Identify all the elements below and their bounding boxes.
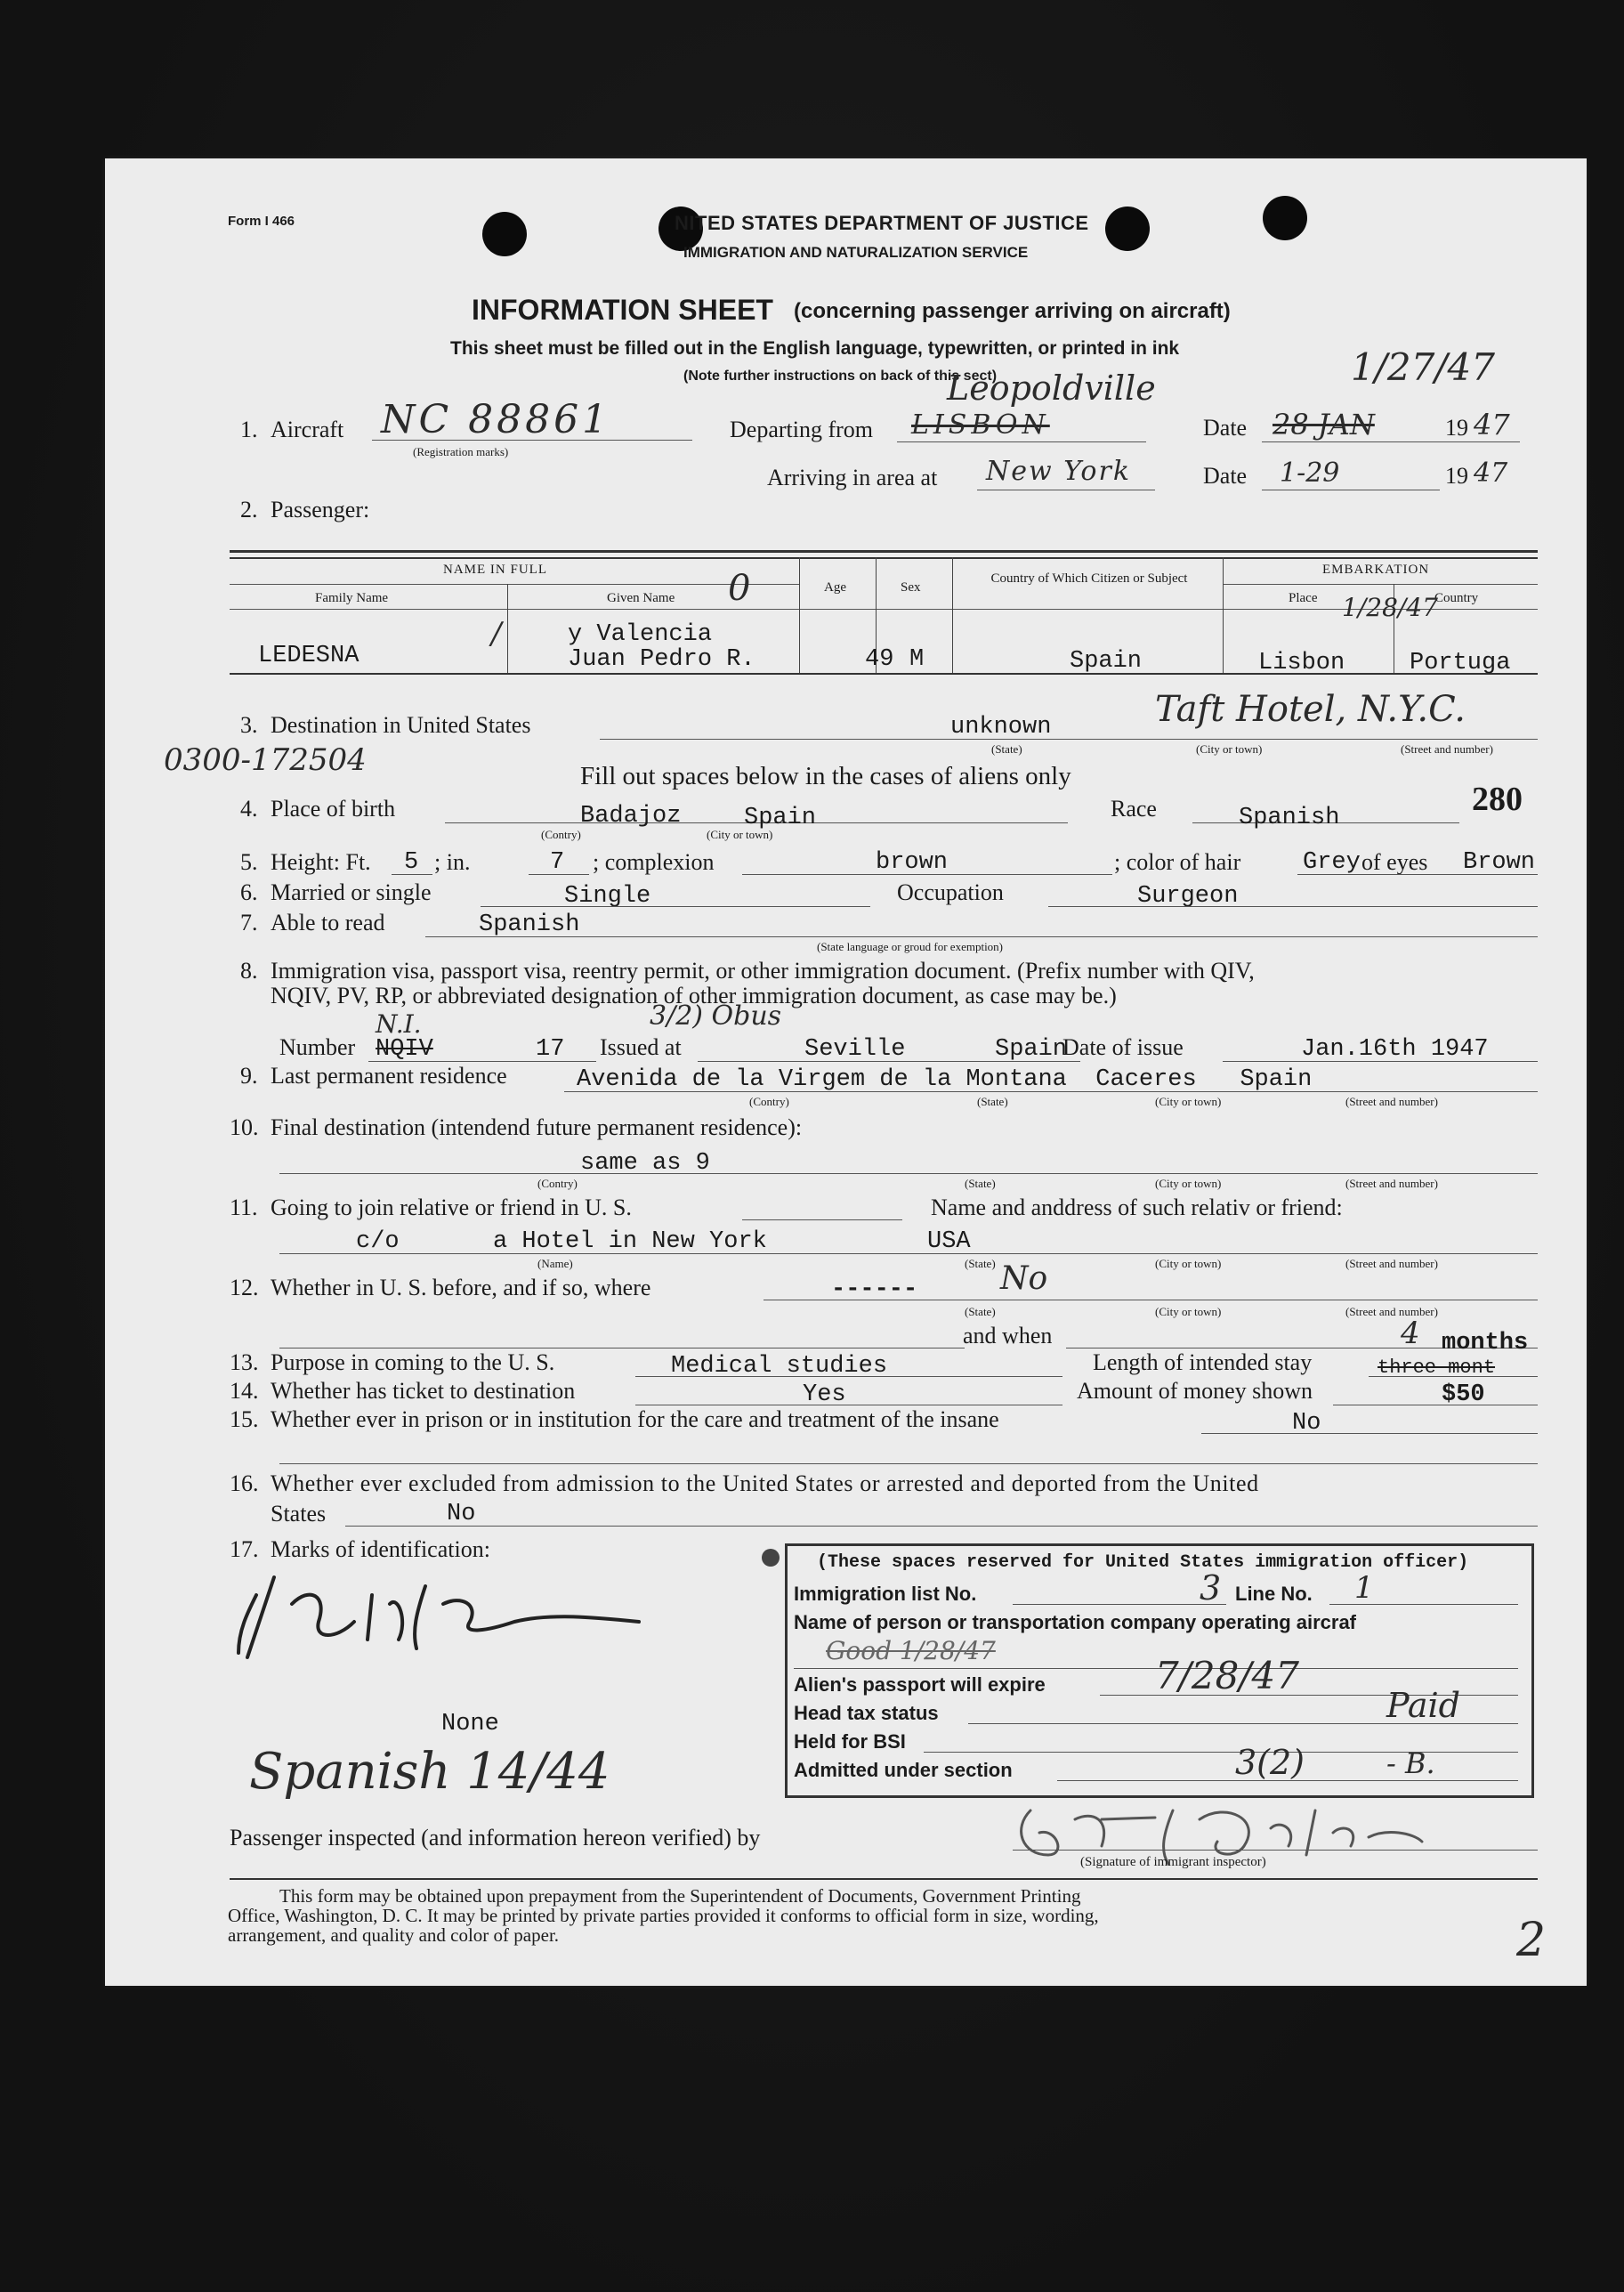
previous-visit-annotation: No bbox=[1000, 1260, 1048, 1297]
cell-mark: 0 bbox=[728, 568, 751, 609]
destination-value: unknown bbox=[950, 714, 1052, 741]
stay-value: months bbox=[1442, 1330, 1529, 1357]
eyes-label: of eyes bbox=[1361, 849, 1428, 875]
stay-label: Length of intended stay bbox=[1093, 1349, 1313, 1375]
hair-label: ; color of hair bbox=[1114, 849, 1241, 875]
date-year-prefix: 19 bbox=[1445, 415, 1468, 441]
excluded-underline bbox=[345, 1526, 1538, 1527]
race-label: Race bbox=[1111, 796, 1157, 822]
headtax-label: Head tax status bbox=[794, 1702, 939, 1724]
previous-caption-city: (City or town) bbox=[1155, 1305, 1222, 1318]
aliens-note: Fill out spaces below in the cases of aliens only bbox=[580, 762, 1071, 790]
residence-caption-city: (City or town) bbox=[1155, 1095, 1222, 1108]
join-label: Going to join relative or friend in U. S. bbox=[271, 1195, 632, 1220]
cell-given-name-2: Juan Pedro R. bbox=[568, 646, 755, 673]
form-number: Form I 466 bbox=[228, 214, 295, 229]
line-value: 1 bbox=[1354, 1570, 1374, 1606]
destination-caption-city: (City or town) bbox=[1196, 742, 1263, 756]
marital-underline bbox=[481, 906, 870, 907]
purpose-label: Purpose in coming to the U. S. bbox=[271, 1349, 555, 1375]
join-name-label: Name and anddress of such relativ or friend: bbox=[931, 1195, 1343, 1220]
read-value: Spanish bbox=[479, 911, 580, 938]
issued-city: Seville bbox=[804, 1036, 906, 1063]
doc-number-label: Number bbox=[279, 1034, 356, 1060]
headtax-value: Paid bbox=[1386, 1686, 1460, 1725]
occupation-underline bbox=[1048, 906, 1538, 907]
prison-underline bbox=[1201, 1433, 1538, 1434]
money-label: Amount of money shown bbox=[1077, 1378, 1313, 1404]
th-embark-country: Country bbox=[1434, 591, 1479, 605]
cell-given-name-1: y Valencia bbox=[568, 621, 713, 648]
admitted-suffix: - B. bbox=[1386, 1746, 1435, 1780]
footer-line-2: Office, Washington, D. C. It may be printed by private parties provided it conforms to official form in size, wording, bbox=[228, 1905, 1099, 1926]
th-given-name: Given Name bbox=[607, 591, 675, 605]
join-value-underline bbox=[279, 1253, 1538, 1254]
issue-date-underline bbox=[1223, 1061, 1538, 1062]
item8-text-1: Immigration visa, passport visa, reentry permit, or other immigration document. (Prefix number with QIV, bbox=[271, 958, 1255, 984]
table-col-divider bbox=[799, 557, 800, 673]
arrival-year: 47 bbox=[1474, 458, 1508, 489]
race-code: 280 bbox=[1472, 781, 1523, 818]
doc-number-underline bbox=[368, 1061, 596, 1062]
date-label: Date bbox=[1203, 415, 1248, 441]
arrival-date-value: 1-29 bbox=[1280, 458, 1340, 489]
line-underline bbox=[1329, 1604, 1518, 1605]
read-underline bbox=[425, 936, 1538, 937]
table-embark-sub-rule bbox=[1223, 584, 1538, 585]
cell-age: 49 bbox=[865, 646, 894, 673]
departing-label: Departing from bbox=[730, 417, 874, 442]
ticket-label: Whether has ticket to destination bbox=[271, 1378, 576, 1404]
item11-number: 11. bbox=[230, 1195, 258, 1220]
birthplace-caption-city: (City or town) bbox=[707, 828, 773, 841]
cell-embark-place: Lisbon bbox=[1258, 650, 1345, 676]
passport-value: 7/28/47 bbox=[1155, 1654, 1299, 1697]
item13-number: 13. bbox=[230, 1349, 259, 1375]
date-year: 47 bbox=[1474, 408, 1510, 441]
join-underline bbox=[742, 1219, 902, 1220]
inspection-label: Passenger inspected (and information hereon verified) by bbox=[230, 1825, 761, 1851]
destination-label: Destination in United States bbox=[271, 712, 531, 738]
cell-family-name: LEDESNA bbox=[258, 643, 360, 669]
identification-annotation: Spanish 14/44 bbox=[249, 1743, 610, 1801]
identification-label: Marks of identification: bbox=[271, 1536, 490, 1562]
previous-visit-label: Whether in U. S. before, and if so, where bbox=[271, 1275, 651, 1300]
th-age: Age bbox=[824, 580, 846, 595]
identification-value: None bbox=[441, 1711, 499, 1737]
residence-caption-country: (Contry) bbox=[749, 1095, 789, 1108]
hair-underline bbox=[1297, 874, 1538, 875]
date-value: 28 JAN bbox=[1273, 408, 1375, 441]
punch-hole bbox=[482, 212, 527, 256]
issued-annotation: 3/2) Obus bbox=[650, 1000, 782, 1032]
join-caption-name: (Name) bbox=[537, 1257, 573, 1270]
date-annotation: 1/27/47 bbox=[1351, 345, 1495, 389]
destination-caption-street: (Street and number) bbox=[1401, 742, 1493, 756]
birthplace-city: Spain bbox=[744, 805, 817, 831]
cell-embark-country: Portuga bbox=[1410, 650, 1511, 676]
marital-label: Married or single bbox=[271, 879, 432, 905]
height-ft-label: Height: Ft. bbox=[271, 849, 371, 875]
arrival-date-label: Date bbox=[1203, 463, 1248, 489]
residence-underline bbox=[564, 1091, 1538, 1092]
table-col-divider bbox=[952, 557, 953, 673]
final-destination-underline bbox=[279, 1173, 1538, 1174]
excluded-label-2: States bbox=[271, 1501, 327, 1527]
page-mark: 2 bbox=[1516, 1914, 1547, 1967]
excluded-value: No bbox=[447, 1501, 476, 1527]
th-country: Country of Which Citizen or Subject bbox=[990, 571, 1188, 586]
sheet-title-sub: (concerning passenger arriving on aircraft) bbox=[794, 299, 1231, 323]
doc-number: 17 bbox=[536, 1036, 565, 1063]
aircraft-value: NC 88861 bbox=[381, 397, 611, 442]
sheet-title: INFORMATION SHEET bbox=[472, 294, 773, 326]
residence-value: Avenida de la Virgem de la Montana Caceres Spain bbox=[577, 1066, 1313, 1093]
th-family-name: Family Name bbox=[315, 591, 389, 605]
item4-number: 4. bbox=[240, 796, 258, 822]
cell-citizenship: Spain bbox=[1070, 648, 1143, 675]
passport-label: Alien's passport will expire bbox=[794, 1673, 1046, 1696]
marital-value: Single bbox=[564, 883, 651, 910]
final-caption-city: (City or town) bbox=[1155, 1177, 1222, 1190]
stay-underline bbox=[1369, 1376, 1538, 1377]
birthplace-label: Place of birth bbox=[271, 796, 396, 822]
operator-struck: Good 1/28/47 bbox=[826, 1636, 996, 1665]
excluded-label-1: Whether ever excluded from admission to the United States or arrested and deported from the United bbox=[271, 1470, 1259, 1496]
th-embarkation: EMBARKATION bbox=[1322, 563, 1430, 577]
aircraft-underline bbox=[372, 440, 692, 441]
form-sheet bbox=[105, 158, 1587, 1986]
footer-line-3: arrangement, and quality and color of paper. bbox=[228, 1924, 560, 1946]
and-when-label: and when bbox=[963, 1323, 1053, 1348]
th-place: Place bbox=[1289, 591, 1318, 605]
department-name: NITED STATES DEPARTMENT OF JUSTICE bbox=[675, 212, 1089, 234]
operator-label: Name of person or transportation company operating aircraf bbox=[794, 1611, 1357, 1633]
final-caption-country: (Contry) bbox=[537, 1177, 578, 1190]
birthplace-caption-country: (Contry) bbox=[541, 828, 581, 841]
item15-number: 15. bbox=[230, 1406, 259, 1432]
prison-value: No bbox=[1292, 1410, 1321, 1437]
complexion-value: brown bbox=[876, 849, 949, 876]
destination-annotation: Taft Hotel, N.Y.C. bbox=[1155, 689, 1466, 730]
admitted-label: Admitted under section bbox=[794, 1759, 1013, 1781]
footer-line-1: This form may be obtained upon prepayment from the Superintendent of Documents, Government Printing bbox=[279, 1885, 1081, 1907]
item12-number: 12. bbox=[230, 1275, 259, 1300]
item7-number: 7. bbox=[240, 910, 258, 935]
prison-label: Whether ever in prison or in institution for the care and treatment of the insane bbox=[271, 1406, 999, 1432]
purpose-underline bbox=[635, 1376, 1062, 1377]
complexion-label: ; complexion bbox=[593, 849, 715, 875]
final-caption-state: (State) bbox=[965, 1177, 996, 1190]
departing-annotation: Leopoldville bbox=[947, 369, 1156, 408]
date-underline bbox=[1262, 441, 1520, 442]
occupation-value: Surgeon bbox=[1137, 883, 1239, 910]
item2-number: 2. bbox=[240, 497, 258, 522]
arriving-label: Arriving in area at bbox=[767, 465, 938, 490]
hair-value: Grey bbox=[1303, 849, 1361, 876]
arriving-value: New York bbox=[986, 456, 1131, 487]
occupation-label: Occupation bbox=[897, 879, 1004, 905]
item3-number: 3. bbox=[240, 712, 258, 738]
item16-number: 16. bbox=[230, 1470, 259, 1496]
cell-sex: M bbox=[909, 646, 925, 673]
registration-caption: (Registration marks) bbox=[413, 445, 509, 458]
cell-embark-date: 1/28/47 bbox=[1342, 593, 1438, 622]
doc-prefix-annotation: N.I. bbox=[376, 1009, 422, 1039]
table-top-rule bbox=[230, 550, 1538, 553]
item5-number: 5. bbox=[240, 849, 258, 875]
item8-text-2: NQIV, PV, RP, or abbreviated designation of other immigration document, as case may be.) bbox=[271, 983, 1117, 1008]
height-ft-value: 5 bbox=[404, 849, 419, 876]
read-caption: (State language or groud for exemption) bbox=[817, 940, 1004, 953]
officer-box-dot bbox=[762, 1549, 780, 1567]
item9-number: 9. bbox=[240, 1063, 258, 1089]
aircraft-label: Aircraft bbox=[271, 417, 344, 442]
table-top-rule-2 bbox=[230, 557, 1538, 559]
issue-date-value: Jan.16th 1947 bbox=[1301, 1036, 1489, 1063]
th-sex: Sex bbox=[901, 580, 921, 595]
line-label: Line No. bbox=[1235, 1583, 1313, 1605]
item1-number: 1. bbox=[240, 417, 258, 442]
inspection-caption: (Signature of immigrant inspector) bbox=[1080, 1855, 1266, 1869]
departing-underline bbox=[897, 441, 1146, 442]
headtax-underline bbox=[968, 1723, 1518, 1724]
eyes-value: Brown bbox=[1463, 849, 1536, 876]
list-underline bbox=[1013, 1604, 1226, 1605]
final-caption-street: (Street and number) bbox=[1345, 1177, 1438, 1190]
join-value-a: c/o bbox=[356, 1228, 400, 1255]
issued-country: Spain bbox=[995, 1036, 1068, 1063]
destination-caption-state: (State) bbox=[991, 742, 1022, 756]
table-name-sub-rule bbox=[230, 584, 799, 585]
residence-caption-street: (Street and number) bbox=[1345, 1095, 1438, 1108]
destination-underline bbox=[600, 739, 1538, 740]
cell-tick: / bbox=[491, 616, 502, 652]
read-label: Able to read bbox=[271, 910, 385, 935]
punch-hole bbox=[1105, 207, 1150, 251]
residence-label: Last permanent residence bbox=[271, 1063, 507, 1089]
join-caption-street: (Street and number) bbox=[1345, 1257, 1438, 1270]
passenger-signature bbox=[221, 1568, 683, 1666]
instruction-text: This sheet must be filled out in the English language, typewritten, or printed in ink bbox=[450, 338, 1180, 359]
previous-caption-state: (State) bbox=[965, 1305, 996, 1318]
item10-number: 10. bbox=[230, 1114, 259, 1140]
doc-prefix: NQIV bbox=[376, 1036, 433, 1063]
join-caption-state: (State) bbox=[965, 1257, 996, 1270]
stay-struck: three mont bbox=[1378, 1357, 1496, 1379]
final-destination-label: Final destination (intendend future permanent residence): bbox=[271, 1114, 803, 1140]
previous-caption-street: (Street and number) bbox=[1345, 1305, 1438, 1318]
punch-hole bbox=[1263, 196, 1307, 240]
stay-annotation: 4 bbox=[1401, 1316, 1420, 1351]
list-label: Immigration list No. bbox=[794, 1583, 977, 1605]
birthplace-country: Badajoz bbox=[580, 803, 682, 830]
item6-number: 6. bbox=[240, 879, 258, 905]
table-col-divider bbox=[1223, 557, 1224, 673]
officer-box-title: (These spaces reserved for United States immigration officer) bbox=[817, 1552, 1469, 1573]
complexion-underline bbox=[742, 874, 1112, 875]
file-number: 0300-172504 bbox=[164, 742, 367, 778]
issue-date-label: Date of issue bbox=[1062, 1034, 1184, 1060]
race-value: Spanish bbox=[1239, 805, 1340, 831]
prison-underline-2 bbox=[279, 1463, 1538, 1464]
passenger-label: Passenger: bbox=[271, 497, 370, 522]
join-value-b: a Hotel in New York bbox=[493, 1228, 767, 1255]
issued-label: Issued at bbox=[600, 1034, 682, 1060]
ticket-value: Yes bbox=[803, 1381, 846, 1408]
money-value: $50 bbox=[1442, 1381, 1485, 1408]
bsi-label: Held for BSI bbox=[794, 1730, 906, 1753]
join-caption-city: (City or town) bbox=[1155, 1257, 1222, 1270]
join-value-c: USA bbox=[927, 1228, 971, 1255]
admitted-underline bbox=[1057, 1780, 1518, 1781]
height-in-underline bbox=[529, 874, 589, 875]
residence-caption-state: (State) bbox=[977, 1095, 1008, 1108]
instruction-note: (Note further instructions on back of this sect) bbox=[683, 369, 998, 384]
item17-number: 17. bbox=[230, 1536, 259, 1562]
arrival-year-prefix: 19 bbox=[1445, 463, 1468, 489]
previous-visit-value: ------ bbox=[831, 1276, 918, 1303]
admitted-value: 3(2) bbox=[1235, 1743, 1305, 1782]
height-in-label: ; in. bbox=[434, 849, 471, 875]
item14-number: 14. bbox=[230, 1378, 259, 1404]
inspection-underline bbox=[1013, 1850, 1538, 1851]
service-name: IMMIGRATION AND NATURALIZATION SERVICE bbox=[683, 244, 1029, 261]
purpose-value: Medical studies bbox=[671, 1353, 888, 1380]
height-ft-underline bbox=[392, 874, 432, 875]
list-value: 3 bbox=[1200, 1568, 1222, 1608]
table-col-divider bbox=[507, 584, 508, 673]
departing-value: LISBON bbox=[911, 409, 1050, 441]
height-in-value: 7 bbox=[550, 849, 565, 876]
th-name-in-full: NAME IN FULL bbox=[443, 563, 547, 577]
final-destination-value: same as 9 bbox=[580, 1150, 710, 1177]
item8-number: 8. bbox=[240, 958, 258, 984]
footer-rule bbox=[230, 1878, 1538, 1880]
issued-underline bbox=[698, 1061, 1080, 1062]
